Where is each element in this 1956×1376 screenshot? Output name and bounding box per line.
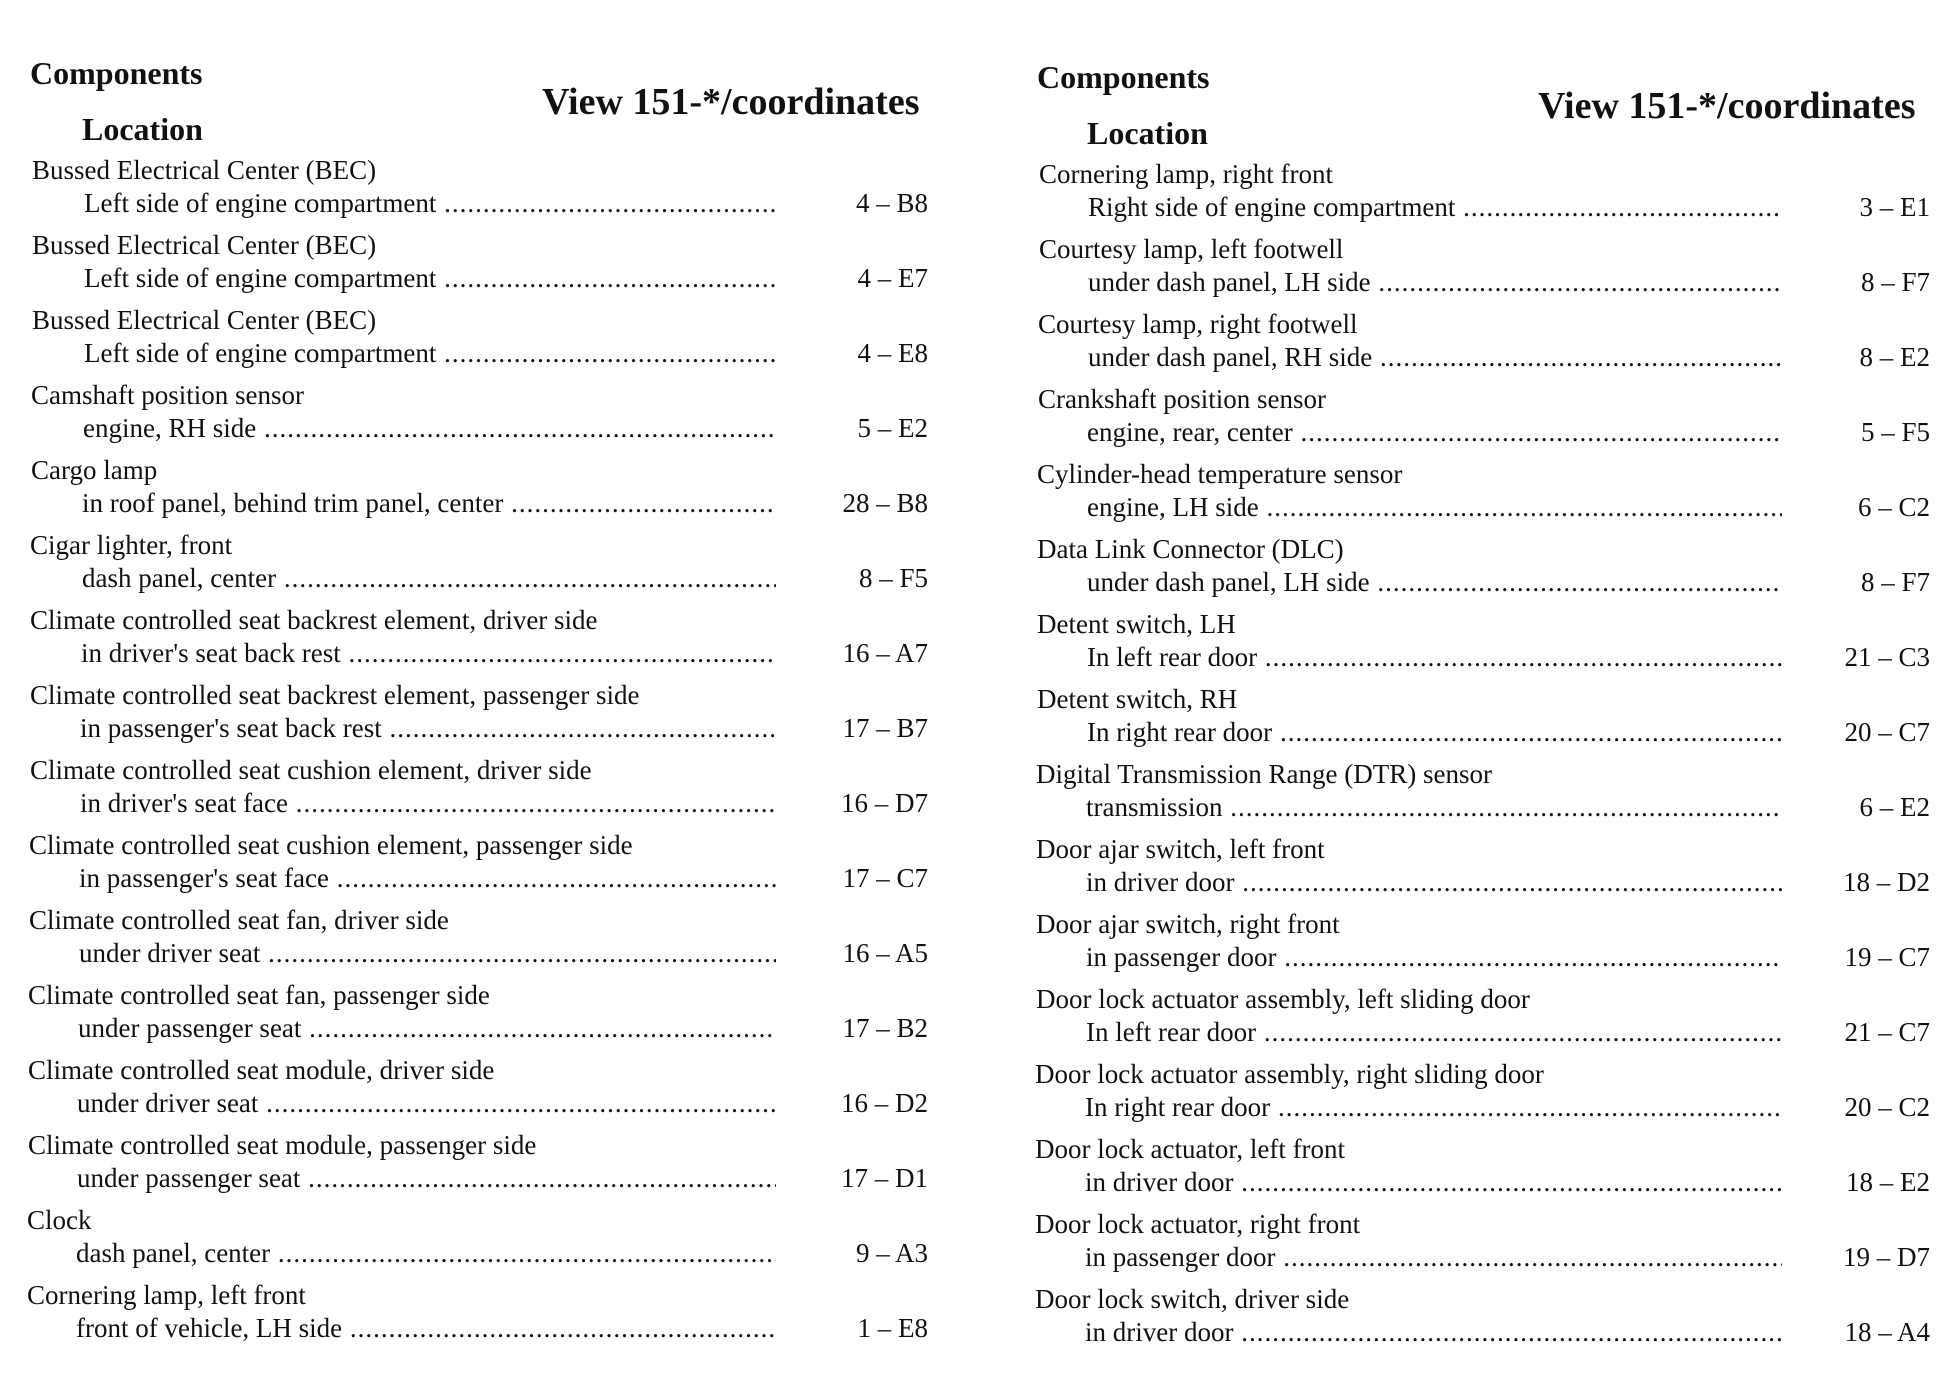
component-location: in passenger's seat back rest ..... bbox=[80, 712, 776, 744]
component-coordinate: 6 – C2 bbox=[1857, 492, 1930, 522]
component-name: Climate controlled seat cushion element, driver side bbox=[30, 755, 592, 785]
component-coordinate: 16 – D7 bbox=[841, 788, 928, 818]
component-coordinate: 21 – C3 bbox=[1844, 642, 1930, 672]
list-item bbox=[1000, 758, 1956, 833]
component-location: under dash panel, RH side ..... bbox=[1088, 341, 1782, 373]
component-name: Door ajar switch, left front bbox=[1036, 834, 1325, 864]
components-heading: Components bbox=[30, 55, 203, 91]
component-coordinate: 18 – A4 bbox=[1844, 1317, 1930, 1347]
component-coordinate: 20 – C7 bbox=[1844, 717, 1930, 747]
component-location: front of vehicle, LH side ..... bbox=[76, 1312, 776, 1344]
component-name: Climate controlled seat fan, driver side bbox=[29, 905, 449, 935]
list-item bbox=[1000, 1058, 1956, 1133]
component-name: Cornering lamp, right front bbox=[1039, 159, 1333, 189]
component-location: Left side of engine compartment ..... bbox=[84, 262, 776, 294]
component-location: in driver door ..... bbox=[1085, 1316, 1782, 1348]
list-item bbox=[1000, 1283, 1956, 1358]
component-coordinate: 17 – B2 bbox=[842, 1013, 928, 1043]
component-location: In left rear door ..... bbox=[1086, 1016, 1782, 1048]
components-heading: Components bbox=[1037, 59, 1210, 95]
component-coordinate: 5 – F5 bbox=[1860, 417, 1930, 447]
list-item bbox=[0, 229, 960, 304]
component-name: Digital Transmission Range (DTR) sensor bbox=[1036, 759, 1492, 789]
component-location: engine, RH side ..... bbox=[83, 412, 776, 444]
component-coordinate: 17 – D1 bbox=[841, 1163, 928, 1193]
list-item bbox=[0, 1279, 960, 1354]
component-name: Climate controlled seat fan, passenger side bbox=[28, 980, 490, 1010]
list-item bbox=[0, 979, 960, 1054]
component-name: Door lock switch, driver side bbox=[1035, 1284, 1350, 1314]
left-column bbox=[0, 0, 960, 1376]
list-item bbox=[1000, 533, 1956, 608]
location-heading: Location bbox=[82, 111, 203, 147]
list-item bbox=[0, 529, 960, 604]
component-coordinate: 18 – E2 bbox=[1846, 1167, 1930, 1197]
component-coordinate: 17 – B7 bbox=[842, 713, 928, 743]
component-name: Cornering lamp, left front bbox=[27, 1280, 306, 1310]
component-location: in passenger door ..... bbox=[1086, 941, 1782, 973]
component-coordinate: 4 – E7 bbox=[857, 263, 928, 293]
component-name: Climate controlled seat cushion element, passenger side bbox=[29, 830, 633, 860]
list-item bbox=[0, 829, 960, 904]
list-item bbox=[0, 304, 960, 379]
component-coordinate: 19 – D7 bbox=[1843, 1242, 1930, 1272]
list-item bbox=[1000, 908, 1956, 983]
component-location: under dash panel, LH side ..... bbox=[1087, 566, 1782, 598]
component-location: under passenger seat ..... bbox=[78, 1012, 776, 1044]
list-item bbox=[1000, 383, 1956, 458]
component-name: Cargo lamp bbox=[31, 455, 158, 485]
component-coordinate: 9 – A3 bbox=[855, 1238, 928, 1268]
component-name: Door lock actuator, right front bbox=[1035, 1209, 1361, 1239]
component-coordinate: 6 – E2 bbox=[1859, 792, 1930, 822]
component-name: Cigar lighter, front bbox=[30, 530, 233, 560]
list-item bbox=[1000, 608, 1956, 683]
component-location: under passenger seat ..... bbox=[77, 1162, 776, 1194]
component-location: in driver's seat back rest ..... bbox=[81, 637, 776, 669]
list-item bbox=[1000, 1208, 1956, 1283]
component-name: Door lock actuator, left front bbox=[1035, 1134, 1346, 1164]
component-coordinate: 8 – E2 bbox=[1859, 342, 1930, 372]
component-name: Climate controlled seat backrest element, passenger side bbox=[30, 680, 640, 710]
component-location: in driver door ..... bbox=[1086, 866, 1782, 898]
component-name: Camshaft position sensor bbox=[31, 380, 304, 410]
component-name: Door lock actuator assembly, left sliding door bbox=[1036, 984, 1530, 1014]
component-location: in roof panel, behind trim panel, center ..... bbox=[82, 487, 776, 519]
view-coordinates-heading: View 151-*/coordinates bbox=[1538, 85, 1916, 127]
component-location: In right rear door ..... bbox=[1085, 1091, 1782, 1123]
component-name: Climate controlled seat module, driver side bbox=[28, 1055, 495, 1085]
list-item bbox=[0, 754, 960, 829]
component-coordinate: 3 – E1 bbox=[1859, 192, 1930, 222]
list-item bbox=[1000, 833, 1956, 908]
component-coordinate: 28 – B8 bbox=[842, 488, 928, 518]
list-item bbox=[0, 679, 960, 754]
component-name: Detent switch, LH bbox=[1037, 609, 1236, 639]
component-coordinate: 8 – F7 bbox=[1860, 567, 1930, 597]
list-item bbox=[0, 1204, 960, 1279]
component-name: Door lock actuator assembly, right sliding door bbox=[1035, 1059, 1544, 1089]
component-coordinate: 18 – D2 bbox=[1843, 867, 1930, 897]
component-name: Cylinder-head temperature sensor bbox=[1037, 459, 1403, 489]
component-name: Bussed Electrical Center (BEC) bbox=[32, 230, 377, 260]
list-item bbox=[1000, 683, 1956, 758]
component-name: Bussed Electrical Center (BEC) bbox=[32, 305, 377, 335]
component-coordinate: 8 – F5 bbox=[858, 563, 928, 593]
list-item bbox=[0, 454, 960, 529]
component-location: Right side of engine compartment ..... bbox=[1088, 191, 1782, 223]
component-location: engine, rear, center ..... bbox=[1087, 416, 1782, 448]
component-location: Left side of engine compartment ..... bbox=[84, 337, 776, 369]
location-heading: Location bbox=[1087, 115, 1208, 151]
component-location: Left side of engine compartment ..... bbox=[84, 187, 776, 219]
component-name: Climate controlled seat module, passenger side bbox=[28, 1130, 537, 1160]
right-column bbox=[1000, 0, 1956, 1376]
component-location: in passenger door ..... bbox=[1085, 1241, 1782, 1273]
component-coordinate: 5 – E2 bbox=[857, 413, 928, 443]
component-list bbox=[0, 154, 960, 1354]
component-location: engine, LH side ..... bbox=[1087, 491, 1782, 523]
view-coordinates-heading: View 151-*/coordinates bbox=[542, 81, 920, 123]
list-item bbox=[1000, 158, 1956, 233]
component-name: Detent switch, RH bbox=[1037, 684, 1238, 714]
component-name: Clock bbox=[27, 1205, 92, 1235]
list-item bbox=[0, 154, 960, 229]
component-coordinate: 19 – C7 bbox=[1844, 942, 1930, 972]
component-list bbox=[1000, 158, 1956, 1358]
component-name: Bussed Electrical Center (BEC) bbox=[32, 155, 377, 185]
component-coordinate: 4 – B8 bbox=[855, 188, 928, 218]
component-coordinate: 17 – C7 bbox=[842, 863, 928, 893]
component-coordinate: 1 – E8 bbox=[857, 1313, 928, 1343]
component-location: under driver seat ..... bbox=[79, 937, 776, 969]
component-location: In right rear door ..... bbox=[1087, 716, 1782, 748]
component-name: Courtesy lamp, right footwell bbox=[1038, 309, 1358, 339]
component-coordinate: 16 – A7 bbox=[842, 638, 928, 668]
component-location: dash panel, center ..... bbox=[76, 1237, 776, 1269]
component-coordinate: 4 – E8 bbox=[857, 338, 928, 368]
list-item bbox=[0, 1129, 960, 1204]
component-coordinate: 16 – D2 bbox=[841, 1088, 928, 1118]
component-coordinate: 16 – A5 bbox=[842, 938, 928, 968]
component-location: transmission ..... bbox=[1086, 791, 1782, 823]
component-name: Crankshaft position sensor bbox=[1038, 384, 1326, 414]
component-location: in passenger's seat face ..... bbox=[79, 862, 776, 894]
component-name: Courtesy lamp, left footwell bbox=[1039, 234, 1344, 264]
component-location: in driver's seat face ..... bbox=[80, 787, 776, 819]
component-coordinate: 8 – F7 bbox=[1860, 267, 1930, 297]
component-coordinate: 20 – C2 bbox=[1844, 1092, 1930, 1122]
list-item bbox=[0, 604, 960, 679]
component-location: under dash panel, LH side ..... bbox=[1088, 266, 1782, 298]
list-item bbox=[1000, 233, 1956, 308]
list-item bbox=[0, 904, 960, 979]
component-name: Data Link Connector (DLC) bbox=[1037, 534, 1344, 564]
list-item bbox=[0, 1054, 960, 1129]
component-coordinate: 21 – C7 bbox=[1844, 1017, 1930, 1047]
component-name: Climate controlled seat backrest element, driver side bbox=[30, 605, 598, 635]
list-item bbox=[0, 379, 960, 454]
component-location: under driver seat ..... bbox=[77, 1087, 776, 1119]
list-item bbox=[1000, 458, 1956, 533]
list-item bbox=[1000, 1133, 1956, 1208]
list-item bbox=[1000, 308, 1956, 383]
list-item bbox=[1000, 983, 1956, 1058]
component-location: in driver door ..... bbox=[1085, 1166, 1782, 1198]
component-location: dash panel, center ..... bbox=[82, 562, 776, 594]
component-location: In left rear door ..... bbox=[1087, 641, 1782, 673]
component-name: Door ajar switch, right front bbox=[1036, 909, 1340, 939]
